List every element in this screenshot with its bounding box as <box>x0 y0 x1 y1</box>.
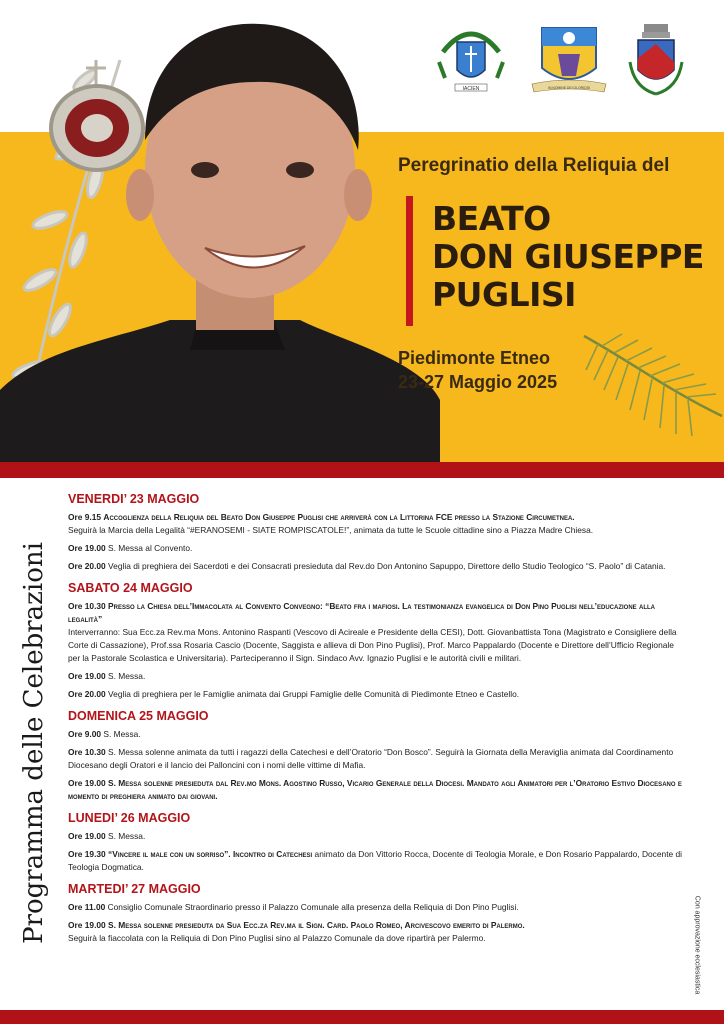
event-highlight: S. Messa solenne presieduta da Sua Ecc.za Rev.ma il Sign. Card. Paolo Romeo, Arcivescovo emerito di Palermo. <box>108 920 525 930</box>
event-time: Ore 11.00 <box>68 902 106 912</box>
place-and-dates <box>398 346 557 394</box>
event-text: Veglia di preghiera dei Sacerdoti e dei Consacrati presieduta dal Rev.do Don Antonino Sapuppo, Direttore dello Studio Teologico “S. Paolo” di Catania. <box>108 561 666 571</box>
program-list <box>68 492 688 950</box>
event-item <box>68 919 688 945</box>
event-item <box>68 901 688 914</box>
event-highlight: Accoglienza della Reliquia del Beato Don Giuseppe Puglisi che arriverà con la Littorina FCE presso la Stazione Circumetnea. <box>103 512 575 522</box>
event-text: Consiglio Comunale Straordinario presso il Palazzo Comunale alla presenza della Reliquia di Don Pino Puglisi. <box>107 902 519 912</box>
event-time: Ore 19.00 <box>68 778 106 788</box>
event-text: S. Messa. <box>108 831 146 841</box>
event-item <box>68 848 688 874</box>
event-text: Seguirà la fiaccolata con la Reliquia di Don Pino Puglisi sino al Palazzo Comunale da dove ripartirà per Palermo. <box>68 933 486 943</box>
event-time: Ore 10.30 <box>68 747 106 757</box>
event-time: Ore 19.00 <box>68 543 106 553</box>
title-line: DON GIUSEPPE <box>432 237 704 276</box>
event-item <box>68 560 688 573</box>
title-line: PUGLISI <box>432 275 576 314</box>
accent-bar <box>406 196 413 326</box>
header-section <box>0 0 724 462</box>
logo-row <box>430 22 720 102</box>
event-time: Ore 9.15 <box>68 512 102 522</box>
event-item <box>68 746 688 772</box>
day-heading: SABATO 24 MAGGIO <box>68 581 193 595</box>
event-time: Ore 19.00 <box>68 671 106 681</box>
event-highlight: “Vincere il male con un sorriso”. Incontro di Catechesi <box>108 849 313 859</box>
town-crest-icon <box>528 24 610 96</box>
event-item <box>68 600 688 665</box>
approval-note-text: Con approvazione ecclesiastica <box>693 895 701 995</box>
event-time: Ore 9.00 <box>68 729 102 739</box>
event-item <box>68 777 688 803</box>
day-heading: DOMENICA 25 MAGGIO <box>68 709 209 723</box>
logo-ribbon-text: IN NOMINE DEI GLORIOSI <box>548 86 590 90</box>
event-time: Ore 19.30 <box>68 849 106 859</box>
event-item <box>68 542 688 555</box>
event-time: Ore 20.00 <box>68 689 106 699</box>
event-item <box>68 511 688 537</box>
approval-note <box>690 895 704 995</box>
event-text: S. Messa. <box>108 671 146 681</box>
footer-band <box>0 1010 724 1024</box>
event-text: S. Messa al Convento. <box>108 543 193 553</box>
title-line: BEATO <box>432 199 551 238</box>
event-time: Ore 19.00 <box>68 831 106 841</box>
place-name: Piedimonte Etneo <box>398 348 551 368</box>
red-divider-band <box>0 462 724 478</box>
event-text: Veglia di preghiera per le Famiglie animata dai Gruppi Famiglie delle Comunità di Piedimonte Etneo e Castello. <box>108 689 520 699</box>
blessed-name-title <box>432 200 704 314</box>
event-text: Seguirà la Marcia della Legalità “#ERANOSEMI - SIATE ROMPISCATOLE!”, animata da tutte le Scuole cittadine sino a Piazza Madre Chiesa. <box>68 525 594 535</box>
event-highlight: S. Messa solenne presieduta dal Rev.mo Mons. Agostino Russo, Vicario Generale della Diocesi. Mandato agli Animatori per l’Oratorio Estivo Diocesano e momento di preghiera animato dai giovani. <box>68 778 682 801</box>
portrait-photo <box>0 20 440 462</box>
event-item <box>68 688 688 701</box>
logo-diocese-text: IACIEN <box>462 86 480 92</box>
day-heading: LUNEDI’ 26 MAGGIO <box>68 811 191 825</box>
event-text: S. Messa. <box>103 729 141 739</box>
event-time: Ore 20.00 <box>68 561 106 571</box>
event-item <box>68 728 688 741</box>
event-time: Ore 10.30 <box>68 601 106 611</box>
municipal-crest-icon <box>626 22 686 98</box>
peregrinatio-heading: Peregrinatio della Reliquia del <box>398 155 670 176</box>
event-highlight: Presso la Chiesa dell’Immacolata al Convento Convegno: “Beato fra i mafiosi. La testimonianza evangelica di Don Pino Puglisi nell’educazione alla legalità” <box>68 601 655 624</box>
day-heading: VENERDI’ 23 MAGGIO <box>68 492 200 506</box>
program-title-text: Programma delle Celebrazioni <box>19 541 49 944</box>
event-text: S. Messa solenne animata da tutti i ragazzi della Catechesi e dell’Oratorio “Don Bosco”. Seguirà la Giornata della Meraviglia animata dal Coordinamento Diocesano degli Oratori e il lancio dei Palloncini con i nomi delle vittime di Mafia. <box>68 747 674 770</box>
event-item <box>68 670 688 683</box>
palm-leaf-icon <box>578 330 724 440</box>
program-vertical-title <box>12 490 56 995</box>
reliquary-icon <box>51 60 143 170</box>
event-item <box>68 830 688 843</box>
event-dates: 23-27 Maggio 2025 <box>398 372 558 392</box>
event-text: Interverranno: Sua Ecc.za Rev.ma Mons. Antonino Raspanti (Vescovo di Acireale e Presidente della CESI), Dott. Giovanbattista Tona (Magistrato e Consigliere della Corte di Cassazione), Prof.ssa Rosaria Cascio (Docente, Saggista e allieva di Don Pino Puglisi), Prof. Marco Pappalardo (Docente e Direttore dell’Ufficio Regionale per la Pastorale Scolastica e Universitaria). Parteciperanno il Sign. Sindaco Avv. Ignazio Puglisi e le autorità civili e militari. <box>68 627 677 663</box>
person-figure <box>0 24 440 462</box>
event-time: Ore 19.00 <box>68 920 106 930</box>
bishop-coat-of-arms-icon <box>435 22 507 96</box>
event-text: animato da Don Vittorio Rocca, Docente di Teologia Morale, e Don Rosario Pappalardo, Docente di Teologia Dogmatica. <box>68 849 683 872</box>
day-heading: MARTEDI’ 27 MAGGIO <box>68 882 201 896</box>
